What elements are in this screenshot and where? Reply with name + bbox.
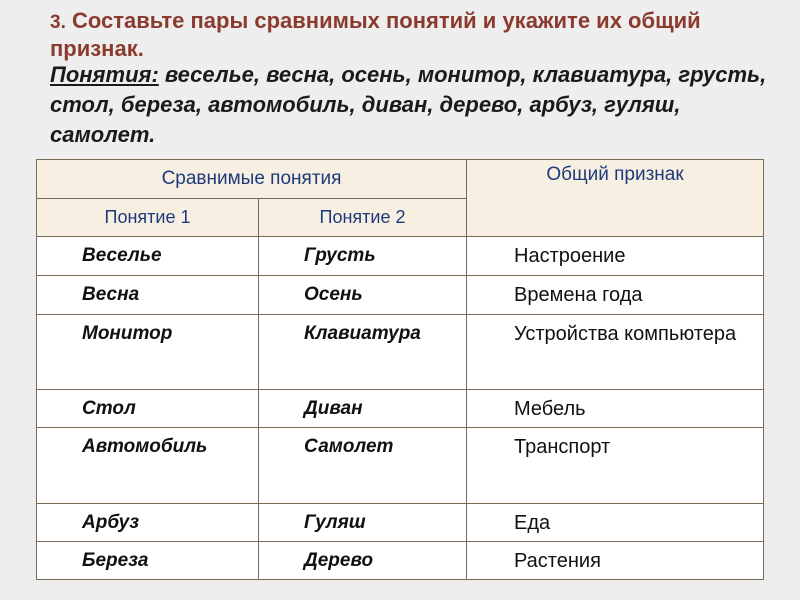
common-cell: Времена года — [467, 276, 764, 315]
concepts-text: веселье, весна, осень, монитор, клавиатура, грусть, стол, береза, автомобиль, диван, дерево, арбуз, гуляш, самолет. — [50, 62, 767, 147]
concept-1-cell: Веселье — [37, 237, 259, 276]
concept-2-cell: Диван — [259, 390, 467, 428]
table-row — [37, 390, 764, 428]
header-concept-1: Понятие 1 — [37, 199, 259, 237]
common-cell: Транспорт — [467, 428, 764, 504]
concept-2-cell: Гуляш — [259, 504, 467, 542]
table-row — [37, 276, 764, 315]
pairs-table — [36, 159, 764, 580]
table-row — [37, 428, 764, 504]
concepts-label: Понятия: — [50, 62, 159, 87]
concepts-list — [50, 60, 770, 150]
concept-2-cell: Самолет — [259, 428, 467, 504]
table-header-row — [37, 160, 764, 199]
concept-2-cell: Грусть — [259, 237, 467, 276]
table-row — [37, 315, 764, 390]
common-cell: Еда — [467, 504, 764, 542]
concept-2-cell: Клавиатура — [259, 315, 467, 390]
table-row — [37, 237, 764, 276]
concept-1-cell: Весна — [37, 276, 259, 315]
common-cell: Настроение — [467, 237, 764, 276]
common-cell: Устройства компьютера — [467, 315, 764, 390]
header-compare: Сравнимые понятия — [37, 160, 467, 199]
header-common: Общий признак — [467, 160, 764, 237]
table-row — [37, 542, 764, 580]
table-row — [37, 504, 764, 542]
task-title: Составьте пары сравнимых понятий и укажите их общий признак. — [50, 8, 701, 61]
concept-1-cell: Стол — [37, 390, 259, 428]
concept-2-cell: Осень — [259, 276, 467, 315]
concept-1-cell: Автомобиль — [37, 428, 259, 504]
header-concept-2: Понятие 2 — [259, 199, 467, 237]
task-number: 3. — [50, 12, 66, 33]
concept-1-cell: Арбуз — [37, 504, 259, 542]
common-cell: Мебель — [467, 390, 764, 428]
concept-1-cell: Монитор — [37, 315, 259, 390]
task-heading — [50, 8, 770, 62]
concept-2-cell: Дерево — [259, 542, 467, 580]
common-cell: Растения — [467, 542, 764, 580]
concept-1-cell: Береза — [37, 542, 259, 580]
